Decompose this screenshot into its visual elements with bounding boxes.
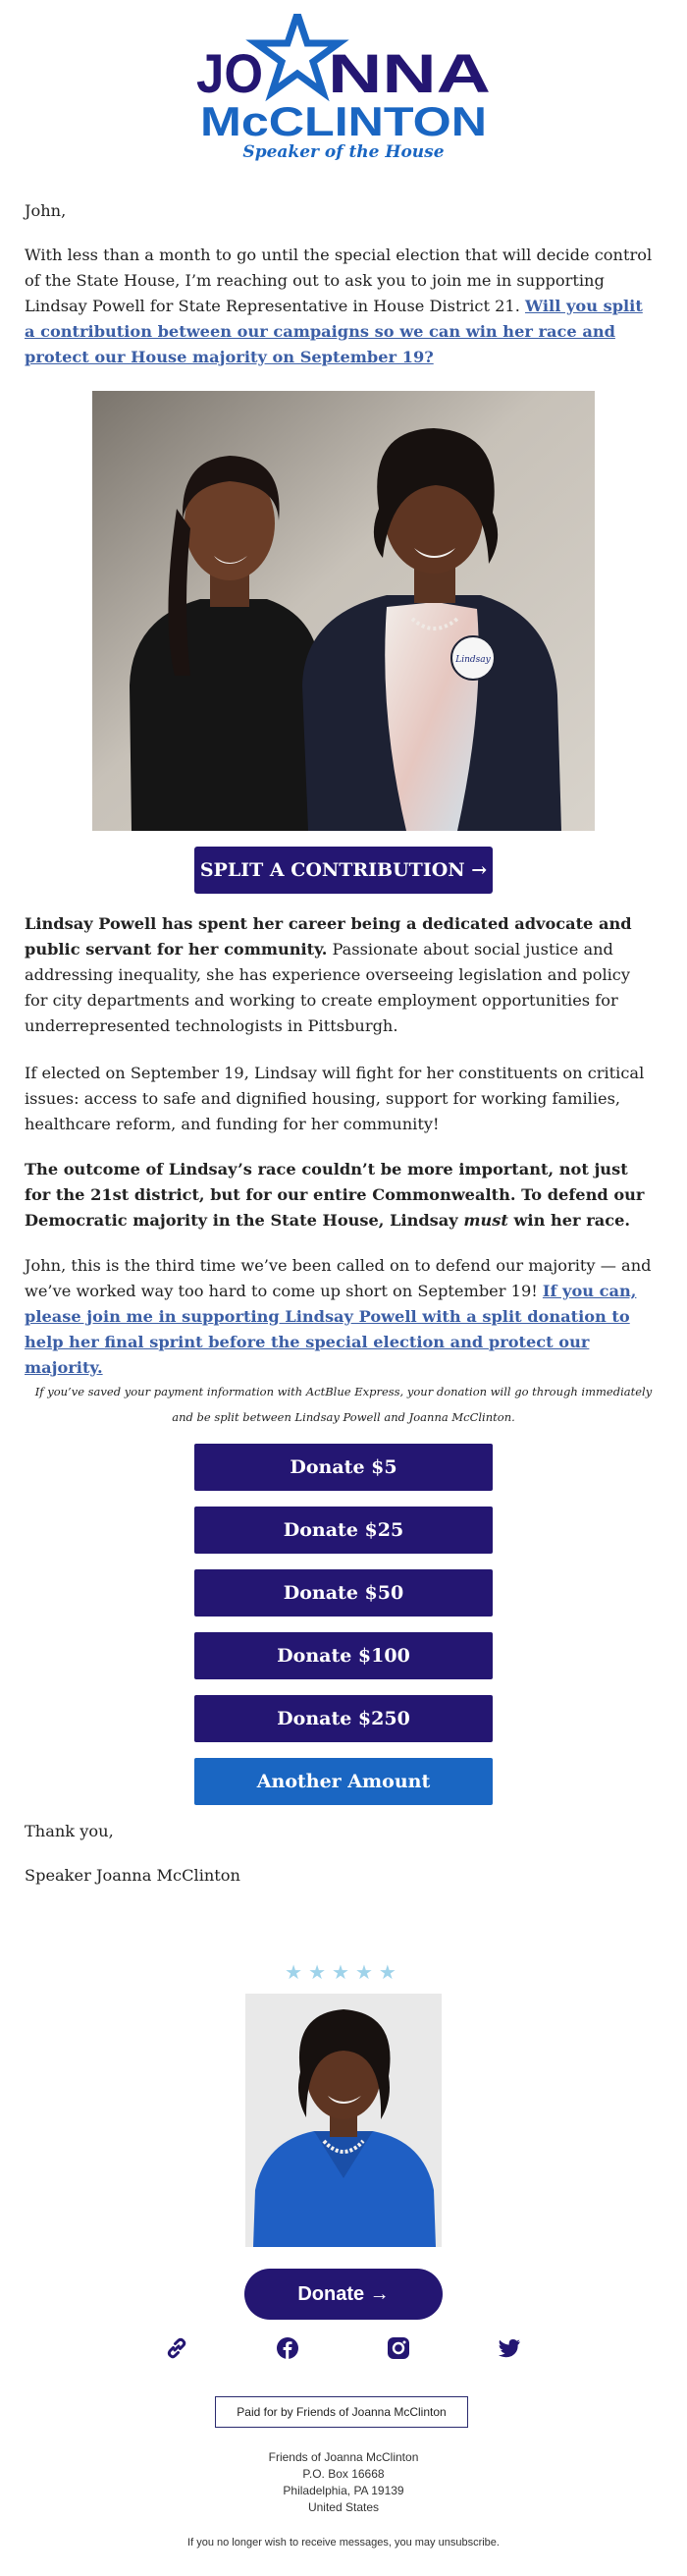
mailing-address (0, 2449, 687, 2516)
donate-25-button[interactable]: Donate $25 (194, 1507, 493, 1554)
twitter-icon[interactable] (497, 2335, 522, 2361)
intro-paragraph (25, 243, 653, 370)
paid-for-disclaimer: Paid for by Friends of Joanna McClinton (215, 2396, 468, 2428)
career-rest: Passionate about social justice and addressing inequality, she has experience overseeing legislation and policy for city departments and working to create employment opportunities for underrepresented technologists in Pittsburgh. (25, 940, 631, 1035)
address-city: Philadelphia, PA 19139 (283, 2484, 404, 2497)
outcome-emphasis: must (463, 1211, 508, 1230)
social-links (0, 2335, 687, 2365)
split-donation-link[interactable]: If you can, please join me in supporting Lindsay Powell with a split donation to help her final sprint before the special election and protect our majority. (25, 1282, 637, 1377)
address-po-box: P.O. Box 16668 (302, 2467, 385, 2481)
thanks-line: Thank you, (25, 1822, 114, 1840)
campaign-logo (0, 14, 687, 171)
third-time-paragraph (25, 1253, 653, 1381)
elected-text: If elected on September 19, Lindsay will fight for her constituents on critical issues: access to safe and dignified housing, support for working families, healthcare reform, and funding for her community! (25, 1064, 645, 1133)
facebook-icon[interactable] (275, 2335, 300, 2361)
speaker-portrait (245, 1994, 442, 2247)
signoff-line: Speaker Joanna McClinton (25, 1866, 240, 1885)
third-time-text: John, this is the third time we’ve been called on to defend our majority — and we’ve worked way too hard to come up short on September 19! (25, 1256, 652, 1300)
logo-tagline: Speaker of the House (242, 142, 445, 162)
elected-paragraph (25, 1061, 653, 1137)
actblue-note: If you’ve saved your payment information with ActBlue Express, your donation will go through immediately and be split between Lindsay Powell and Joanna McClinton. (34, 1385, 653, 1424)
speaker-portrait-illustration (245, 1994, 442, 2247)
logo-line1-right: NNA (328, 42, 491, 104)
logo-line1-left: JO (196, 42, 263, 104)
career-paragraph (25, 911, 653, 1039)
footer-donate-button[interactable]: Donate → (244, 2269, 443, 2320)
career-bold: Lindsay Powell has spent her career being a dedicated advocate and public servant for her community. (25, 914, 632, 959)
donate-100-button[interactable]: Donate $100 (194, 1632, 493, 1679)
link-icon[interactable] (164, 2335, 189, 2361)
logo-line2: McCLINTON (200, 98, 487, 144)
intro-split-link[interactable]: Will you split a contribution between our campaigns so we can win her race and protect our House majority on September 19? (25, 297, 643, 366)
instagram-icon[interactable] (386, 2335, 411, 2361)
address-country: United States (307, 2500, 380, 2514)
address-name: Friends of Joanna McClinton (268, 2450, 419, 2464)
logo-graphic (196, 14, 491, 171)
candidates-photo-illustration (92, 391, 595, 831)
outcome-text-b: win her race. (507, 1211, 631, 1230)
another-amount-button[interactable]: Another Amount (194, 1758, 493, 1805)
stars-decoration: ★★★★★ (285, 1960, 402, 1984)
donate-5-button[interactable]: Donate $5 (194, 1444, 493, 1491)
unsubscribe-link[interactable]: If you no longer wish to receive messages, you may unsubscribe. (187, 2537, 500, 2549)
photo-campaign-button: Lindsay (455, 655, 491, 665)
greeting: John, (25, 201, 67, 220)
outcome-paragraph (25, 1157, 653, 1233)
split-contribution-button[interactable]: SPLIT A CONTRIBUTION → (194, 847, 493, 894)
intro-text: With less than a month to go until the special election that will decide control of the State House, I’m reaching out to ask you to join me in supporting Lindsay Powell for State Representative in House District 21. (25, 246, 653, 315)
star-icon (256, 14, 339, 92)
donate-250-button[interactable]: Donate $250 (194, 1695, 493, 1742)
unsubscribe-notice (0, 2537, 687, 2549)
candidates-photo (92, 391, 595, 831)
donate-50-button[interactable]: Donate $50 (194, 1569, 493, 1617)
outcome-text-a: The outcome of Lindsay’s race couldn’t be more important, not just for the 21st district, but for our entire Commonwealth. To defend our Democratic majority in the State House, Lindsay (25, 1160, 645, 1230)
